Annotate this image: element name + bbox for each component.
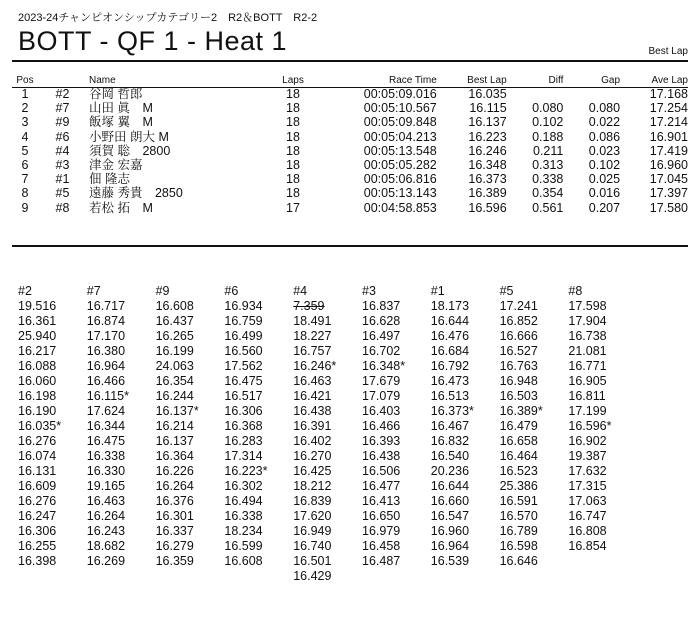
lap-time: 16.264 [86, 509, 126, 523]
results-table [12, 73, 690, 215]
lap-time: 16.738 [568, 329, 607, 343]
lap-time: 16.137* [155, 404, 199, 418]
lap-column-header: #5 [499, 284, 514, 298]
results-body [12, 87, 690, 215]
lap-time: 16.283 [224, 434, 263, 448]
lap-time: 16.839 [293, 494, 332, 508]
lap-time: 16.466 [86, 374, 126, 388]
lap-time: 16.115* [86, 389, 129, 403]
lap-time: 16.763 [499, 359, 538, 373]
lap-time: 16.608 [224, 554, 263, 568]
lap-time: 16.477 [362, 479, 401, 493]
lap-time: 16.599 [224, 539, 263, 553]
title-divider [12, 60, 688, 62]
lap-time: 16.060 [18, 374, 57, 388]
lap-time: 16.660 [430, 494, 470, 508]
lap-time: 16.501 [293, 554, 332, 568]
lap-time: 16.517 [224, 389, 263, 403]
result-race-time: 00:05:13.548 [363, 143, 437, 158]
result-name: 若松 拓 M [89, 200, 153, 215]
lap-time: 17.620 [293, 509, 332, 523]
lap-time: 16.702 [362, 344, 401, 358]
lap-time: 16.337 [155, 524, 194, 538]
lap-time: 16.757 [293, 344, 332, 358]
lap-time: 16.759 [224, 314, 263, 328]
lap-time: 16.539 [430, 554, 470, 568]
lap-time: 17.241 [499, 299, 538, 313]
result-diff: 0.102 [532, 115, 564, 130]
lap-time: 18.227 [293, 329, 332, 343]
lap-time: 16.344 [86, 419, 126, 433]
lap-time: 16.497 [362, 329, 401, 343]
result-name: 谷岡 哲郎 [89, 87, 143, 102]
col-header-name: Name [89, 74, 116, 86]
lap-time: 16.852 [499, 314, 538, 328]
result-diff: 0.313 [532, 158, 564, 173]
result-best-lap: 16.137 [468, 115, 507, 130]
lap-column-header: #2 [18, 284, 32, 298]
lap-time: 16.137 [155, 434, 194, 448]
lap-time: 16.389* [499, 404, 543, 418]
lap-time: 16.402 [293, 434, 332, 448]
lap-time: 16.413 [362, 494, 401, 508]
lap-time: 16.609 [18, 479, 57, 493]
lap-time: 25.940 [18, 329, 57, 343]
result-laps: 18 [286, 143, 300, 158]
lap-time: 16.684 [430, 344, 470, 358]
lap-time: 16.376 [155, 494, 194, 508]
result-ave-lap: 17.419 [649, 143, 688, 158]
lap-time: 16.905 [568, 374, 607, 388]
lap-time: 16.190 [18, 404, 57, 418]
result-diff: 0.211 [533, 143, 564, 158]
result-ave-lap: 16.901 [649, 129, 688, 144]
result-race-time: 00:05:09.848 [363, 115, 437, 130]
col-header-laps: Laps [282, 74, 304, 86]
lap-time: 17.624 [86, 404, 126, 418]
lap-time: 17.170 [86, 329, 126, 343]
result-diff [509, 87, 566, 101]
result-race-time: 00:05:13.143 [363, 186, 437, 201]
results-header-row [12, 73, 690, 87]
lap-time: 16.393 [362, 434, 401, 448]
results-top-rule [12, 87, 688, 88]
lap-time: 16.269 [86, 554, 126, 568]
result-laps: 17 [286, 200, 300, 215]
lap-column [500, 284, 566, 569]
lap-column-header: #4 [293, 284, 308, 298]
lap-time: 16.902 [568, 434, 607, 448]
lap-time: 16.540 [430, 449, 470, 463]
lap-time: 16.523 [499, 464, 538, 478]
result-best-lap: 16.246 [468, 143, 507, 158]
result-gap: 0.080 [588, 101, 621, 116]
result-number: #9 [55, 115, 70, 130]
col-header-number [38, 73, 87, 87]
result-ave-lap: 17.045 [649, 172, 688, 187]
result-number: #7 [55, 101, 70, 116]
lap-time: 16.771 [568, 359, 607, 373]
lap-time: 16.368 [224, 419, 263, 433]
lap-time: 16.513 [430, 389, 470, 403]
result-pos: 2 [21, 101, 29, 116]
lap-time: 16.354 [155, 374, 194, 388]
lap-time: 16.467 [430, 419, 470, 433]
result-best-lap: 16.115 [469, 101, 507, 116]
lap-time: 19.387 [568, 449, 607, 463]
result-ave-lap: 16.960 [649, 158, 688, 173]
lap-time: 16.598 [499, 539, 538, 553]
col-header-diff: Diff [548, 74, 564, 86]
lap-time: 25.386 [499, 479, 538, 493]
lap-time: 16.964 [86, 359, 126, 373]
lap-time: 16.854 [568, 539, 607, 553]
lap-time: 16.265 [155, 329, 194, 343]
result-laps: 18 [286, 87, 300, 102]
lap-time: 16.276 [18, 434, 57, 448]
lap-time: 16.466 [362, 419, 401, 433]
lap-time: 18.173 [430, 299, 470, 313]
result-race-time: 00:05:06.816 [363, 172, 437, 187]
lap-time: 16.380 [86, 344, 126, 358]
result-number: #4 [55, 143, 70, 158]
lap-time: 16.244 [155, 389, 194, 403]
lap-time: 16.463 [293, 374, 332, 388]
lap-time: 16.035* [18, 419, 62, 433]
event-subtitle: 2023-24チャンピオンシップカテゴリー2 R2＆BOTT R2-2 [18, 12, 318, 24]
result-gap: 0.025 [588, 172, 621, 187]
result-pos: 6 [21, 158, 29, 173]
result-laps: 18 [286, 158, 300, 173]
lap-time: 16.960 [430, 524, 470, 538]
result-name: 小野田 朗大 M [89, 129, 169, 144]
result-row [12, 158, 690, 172]
lap-time: 16.608 [155, 299, 194, 313]
result-race-time: 00:05:10.567 [363, 101, 437, 116]
lap-time: 16.644 [430, 479, 470, 493]
result-laps: 18 [286, 129, 300, 144]
lap-column [293, 284, 359, 584]
lap-time: 16.591 [499, 494, 538, 508]
lap-time: 16.364 [155, 449, 194, 463]
result-name: 山田 眞 M [89, 101, 153, 116]
result-row [12, 130, 690, 144]
result-row [12, 186, 690, 200]
lap-time: 16.717 [86, 299, 126, 313]
lap-time: 16.338 [224, 509, 263, 523]
lap-time: 16.270 [293, 449, 332, 463]
lap-time: 16.503 [499, 389, 538, 403]
lap-time: 16.214 [155, 419, 194, 433]
lap-time: 17.199 [568, 404, 607, 418]
lap-time: 16.088 [18, 359, 57, 373]
result-laps: 18 [286, 115, 300, 130]
lap-time: 16.837 [362, 299, 401, 313]
lap-time: 17.598 [568, 299, 607, 313]
result-ave-lap: 17.168 [649, 87, 688, 102]
result-race-time: 00:05:05.282 [363, 158, 437, 173]
result-number: #5 [55, 186, 70, 201]
lap-time: 16.949 [293, 524, 332, 538]
lap-time: 16.666 [499, 329, 538, 343]
result-pos: 3 [21, 115, 29, 130]
lap-column-header: #1 [430, 284, 445, 298]
lap-time: 16.199 [155, 344, 194, 358]
lap-time: 16.811 [568, 389, 606, 403]
lap-time: 16.255 [18, 539, 57, 553]
lap-time: 16.223* [224, 464, 268, 478]
lap-column-header: #3 [362, 284, 376, 298]
lap-time: 16.464 [499, 449, 538, 463]
result-diff: 0.338 [532, 172, 564, 187]
lap-time: 16.628 [362, 314, 401, 328]
lap-time: 17.562 [224, 359, 263, 373]
lap-time: 17.315 [568, 479, 607, 493]
result-row [12, 115, 690, 129]
lap-time: 18.682 [86, 539, 126, 553]
result-pos: 1 [21, 87, 29, 102]
result-best-lap: 16.596 [468, 200, 507, 215]
lap-time: 16.650 [362, 509, 401, 523]
result-number: #6 [55, 129, 70, 144]
lap-time: 16.246* [293, 359, 337, 373]
result-diff: 0.561 [532, 200, 564, 215]
lap-time: 18.234 [224, 524, 263, 538]
result-laps: 18 [286, 101, 300, 116]
result-best-lap: 16.389 [468, 186, 507, 201]
result-ave-lap: 17.580 [649, 200, 688, 215]
lap-time: 21.081 [568, 344, 607, 358]
lap-time: 17.079 [362, 389, 401, 403]
result-number: #3 [55, 158, 70, 173]
lap-time: 19.165 [86, 479, 126, 493]
lap-time: 16.479 [499, 419, 538, 433]
lap-time: 16.596* [568, 419, 612, 433]
lap-time: 16.789 [499, 524, 538, 538]
lap-time: 16.463 [86, 494, 126, 508]
page-title: BOTT - QF 1 - Heat 1 [18, 26, 288, 56]
result-gap [565, 87, 622, 101]
lap-column-header: #8 [568, 284, 583, 298]
lap-time: 16.475 [224, 374, 263, 388]
lap-time: 16.425 [293, 464, 332, 478]
lap-time: 16.437 [155, 314, 194, 328]
lap-time: 16.403 [362, 404, 401, 418]
col-header-pos: Pos [16, 74, 34, 86]
lap-time: 16.276 [18, 494, 57, 508]
lap-time: 16.475 [86, 434, 126, 448]
result-laps: 18 [286, 172, 300, 187]
result-gap: 0.023 [588, 143, 621, 158]
lap-time: 16.429 [293, 569, 332, 583]
lap-time: 16.306 [224, 404, 263, 418]
lap-time: 16.361 [18, 314, 57, 328]
result-pos: 8 [21, 186, 29, 201]
lap-column [87, 284, 153, 569]
result-row [12, 201, 690, 215]
lap-column [18, 284, 84, 569]
lap-time: 16.658 [499, 434, 538, 448]
col-header-gap: Gap [601, 74, 621, 86]
lap-time: 16.506 [362, 464, 401, 478]
lap-time: 16.934 [224, 299, 263, 313]
lap-time: 16.747 [568, 509, 607, 523]
lap-time: 16.948 [499, 374, 538, 388]
lap-time: 17.679 [362, 374, 401, 388]
result-gap: 0.022 [588, 115, 621, 130]
lap-time: 16.330 [86, 464, 126, 478]
lap-time: 19.516 [18, 299, 57, 313]
lap-time: 24.063 [155, 359, 194, 373]
lap-column-header: #7 [86, 284, 101, 298]
col-header-ave-lap: Ave Lap [651, 74, 688, 86]
lap-time: 16.964 [430, 539, 470, 553]
result-ave-lap: 17.397 [649, 186, 688, 201]
result-gap: 0.086 [588, 129, 621, 144]
result-row [12, 144, 690, 158]
result-laps: 18 [286, 186, 300, 201]
result-best-lap: 16.348 [468, 158, 507, 173]
lap-time: 16.306 [18, 524, 57, 538]
result-name: 遠藤 秀貴 2850 [89, 186, 183, 201]
lap-time: 16.547 [430, 509, 470, 523]
lap-time: 17.314 [224, 449, 263, 463]
lap-time: 16.074 [18, 449, 57, 463]
result-gap: 0.207 [588, 200, 621, 215]
lap-time: 16.302 [224, 479, 263, 493]
col-header-best-lap: Best Lap [467, 74, 507, 86]
lap-column-header: #9 [155, 284, 170, 298]
col-header-race-time: Race Time [388, 74, 437, 86]
result-gap: 0.016 [588, 186, 621, 201]
result-pos: 4 [21, 129, 29, 144]
lap-time: 7.359 [293, 299, 325, 313]
lap-time: 18.212 [293, 479, 332, 493]
lap-time: 17.632 [568, 464, 607, 478]
result-pos: 5 [21, 143, 29, 158]
lap-column-header: #6 [224, 284, 239, 298]
result-ave-lap: 17.254 [649, 101, 688, 116]
result-row [12, 101, 690, 115]
lap-time: 17.063 [568, 494, 607, 508]
result-race-time: 00:05:04.213 [363, 129, 437, 144]
lap-time: 16.391 [293, 419, 332, 433]
lap-time: 16.494 [224, 494, 263, 508]
result-pos: 9 [21, 200, 29, 215]
lap-time: 16.476 [430, 329, 470, 343]
result-name: 須賀 聡 2800 [89, 143, 171, 158]
lap-column [156, 284, 222, 569]
result-number: #2 [55, 87, 70, 102]
lap-time: 16.421 [293, 389, 332, 403]
lap-time: 16.198 [18, 389, 57, 403]
result-ave-lap: 17.214 [649, 115, 688, 130]
lap-time: 16.264 [155, 479, 194, 493]
lap-time: 16.279 [155, 539, 194, 553]
lap-time: 16.560 [224, 344, 263, 358]
results-bottom-rule [12, 245, 688, 247]
lap-column [431, 284, 497, 569]
lap-time: 16.644 [430, 314, 470, 328]
lap-time: 16.373* [430, 404, 474, 418]
lap-time: 16.131 [18, 464, 57, 478]
result-best-lap: 16.223 [468, 129, 507, 144]
result-name: 津金 宏嘉 [89, 158, 143, 173]
lap-time: 16.226 [155, 464, 194, 478]
lap-time: 18.491 [293, 314, 332, 328]
lap-column [224, 284, 290, 569]
lap-column [568, 284, 634, 554]
result-pos: 7 [21, 172, 29, 187]
best-lap-label: Best Lap [648, 46, 688, 57]
result-race-time: 00:05:09.016 [363, 87, 437, 102]
lap-time: 16.979 [362, 524, 401, 538]
result-diff: 0.080 [532, 101, 564, 116]
lap-time: 16.792 [430, 359, 470, 373]
result-diff: 0.354 [532, 186, 564, 201]
lap-time: 16.438 [293, 404, 332, 418]
lap-time: 16.473 [430, 374, 470, 388]
lap-time: 16.646 [499, 554, 538, 568]
lap-time: 16.808 [568, 524, 607, 538]
lap-time: 20.236 [430, 464, 470, 478]
result-row [12, 87, 690, 101]
lap-time: 16.243 [86, 524, 126, 538]
lap-time: 16.247 [18, 509, 57, 523]
result-diff: 0.188 [532, 129, 564, 144]
result-number: #8 [55, 200, 70, 215]
lap-time: 16.217 [18, 344, 57, 358]
lap-column [362, 284, 428, 569]
lap-time: 16.527 [499, 344, 538, 358]
lap-time: 16.570 [499, 509, 538, 523]
lap-time: 16.338 [86, 449, 126, 463]
lap-time: 16.301 [155, 509, 194, 523]
lap-time: 16.740 [293, 539, 332, 553]
result-name: 佃 隆志 [89, 172, 130, 187]
lap-time: 16.487 [362, 554, 401, 568]
lap-time: 16.458 [362, 539, 401, 553]
lap-time: 16.832 [430, 434, 470, 448]
lap-time: 16.499 [224, 329, 263, 343]
result-gap: 0.102 [588, 158, 621, 173]
lap-time: 16.874 [86, 314, 126, 328]
lap-time: 16.438 [362, 449, 401, 463]
result-number: #1 [55, 172, 70, 187]
result-name: 飯塚 翼 M [89, 115, 153, 130]
lap-time: 16.359 [155, 554, 194, 568]
result-row [12, 172, 690, 186]
result-best-lap: 16.373 [468, 172, 507, 187]
lap-time: 16.398 [18, 554, 57, 568]
result-race-time: 00:04:58.853 [363, 200, 437, 215]
lap-time: 17.904 [568, 314, 607, 328]
lap-time: 16.348* [362, 359, 406, 373]
result-best-lap: 16.035 [468, 87, 507, 102]
